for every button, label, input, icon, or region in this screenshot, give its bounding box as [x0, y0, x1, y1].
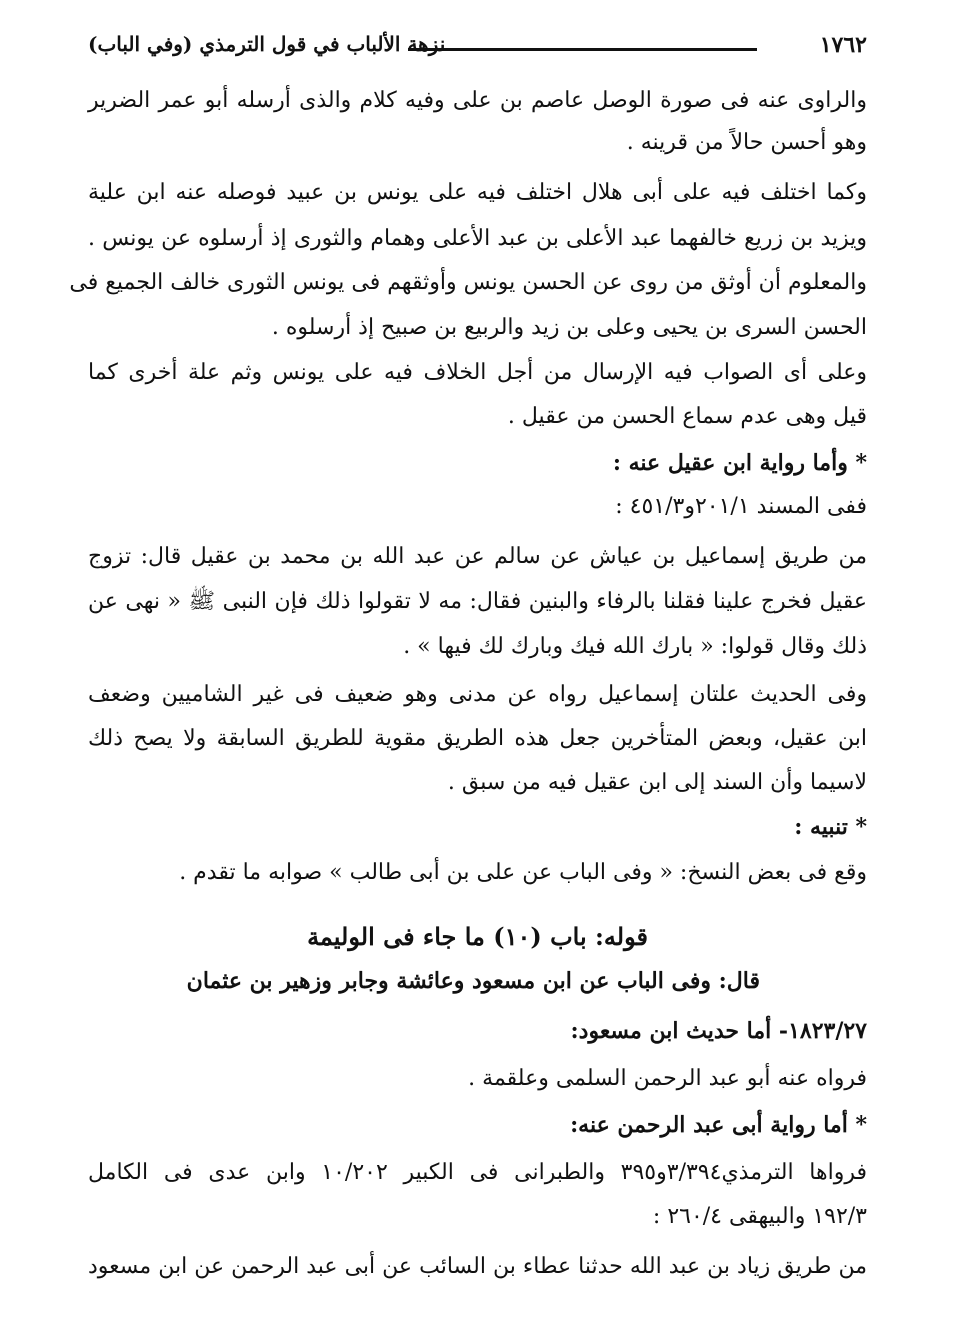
- text-line: وقع فى بعض النسخ: « وفى الباب عن على بن أبى طالب » صوابه ما تقدم .: [179, 860, 867, 885]
- text-line: فرواها الترمذي٣/٣٩٤و٣٩٥ والطبرانى فى الكبير ١٠/٢٠٢ وابن عدى فى الكامل: [88, 1160, 867, 1185]
- subheading: * وأما رواية ابن عقيل عنه :: [612, 450, 867, 476]
- text-line: لاسيما وأن السند إلى ابن عقيل فيه من سبق .: [447, 770, 867, 795]
- text-line: وكما اختلف فيه على أبى هلال اختلف فيه على يونس بن عبيد فوصله عنه ابن علية: [88, 180, 867, 205]
- text-line: ابن عقيل، وبعض المتأخرين جعل هذه الطريق مقوية للطريق السابقة ولا يصح ذلك: [88, 726, 867, 751]
- text-line: وهو أحسن حالاً من قرينه .: [626, 130, 867, 155]
- text-line: من طريق زياد بن عبد الله حدثنا عطاء بن السائب عن أبى عبد الرحمن عن ابن مسعود: [88, 1254, 867, 1279]
- text-line: ويزيد بن زريع خالفهما عبد الأعلى بن عبد الأعلى وهمام والثورى إذ أرسلوه عن يونس .: [88, 226, 867, 251]
- text-line: عقيل فخرج علينا فقلنا بالرفاء والبنين فقال: مه لا تقولوا ذلك فإن النبى ﷺ « نهى عن: [88, 589, 867, 614]
- text-line: فرواه عنه أبو عبد الرحمن السلمى وعلقمة .: [468, 1066, 867, 1091]
- text-line: وعلى أى الصواب فيه الإرسال من أجل الخلاف فيه على يونس وثم علة أخرى كما: [88, 360, 867, 385]
- text-line: قيل وهى عدم سماع الحسن من عقيل .: [507, 404, 867, 429]
- section-subheading: قال: وفى الباب عن ابن مسعود وعائشة وجابر وزهير بن عثمان: [186, 968, 760, 994]
- text-line: والراوى عنه فى صورة الوصل عاصم بن على وفيه كلام والذى أرسله أبو عمر الضرير: [88, 88, 867, 113]
- text-line: ففى المسند ٢٠١/١و٤٥١/٣ :: [615, 494, 867, 519]
- subheading: * تنبيه :: [794, 814, 867, 840]
- text-line: وفى الحديث علتان إسماعيل رواه عن مدنى وهو ضعيف فى غير الشاميين وضعف: [88, 682, 867, 707]
- text-line: والمعلوم أن أوثق من روى عن الحسن يونس وأوثقهم فى يونس الثورى خالف الجميع فى: [69, 270, 867, 295]
- hadith-heading: ١٨٢٣/٢٧- أما حديث ابن مسعود:: [570, 1018, 867, 1044]
- text-line: من طريق إسماعيل بن عياش عن سالم عن عبد الله بن محمد بن عقيل قال: تزوج: [88, 544, 867, 569]
- page-header: [88, 32, 867, 66]
- page-number: ١٧٦٢: [819, 32, 867, 58]
- running-title: نزهة الألباب في قول الترمذي (وفي الباب): [88, 32, 446, 56]
- text-line: ١٩٢/٣ والبيهقى ٢٦٠/٤ :: [652, 1204, 867, 1229]
- text-line: الحسن السرى بن يحيى وعلى بن زيد والربيع بن صبيح إذ أرسلوه .: [271, 315, 867, 340]
- subheading: * أما رواية أبى عبد الرحمن عنه:: [570, 1112, 867, 1138]
- text-line: ذلك وقال قولوا: « بارك الله فيك وبارك لك فيها » .: [403, 634, 867, 659]
- header-rule: [408, 48, 757, 51]
- section-heading: قوله: باب (١٠) ما جاء فى الوليمة: [307, 922, 648, 951]
